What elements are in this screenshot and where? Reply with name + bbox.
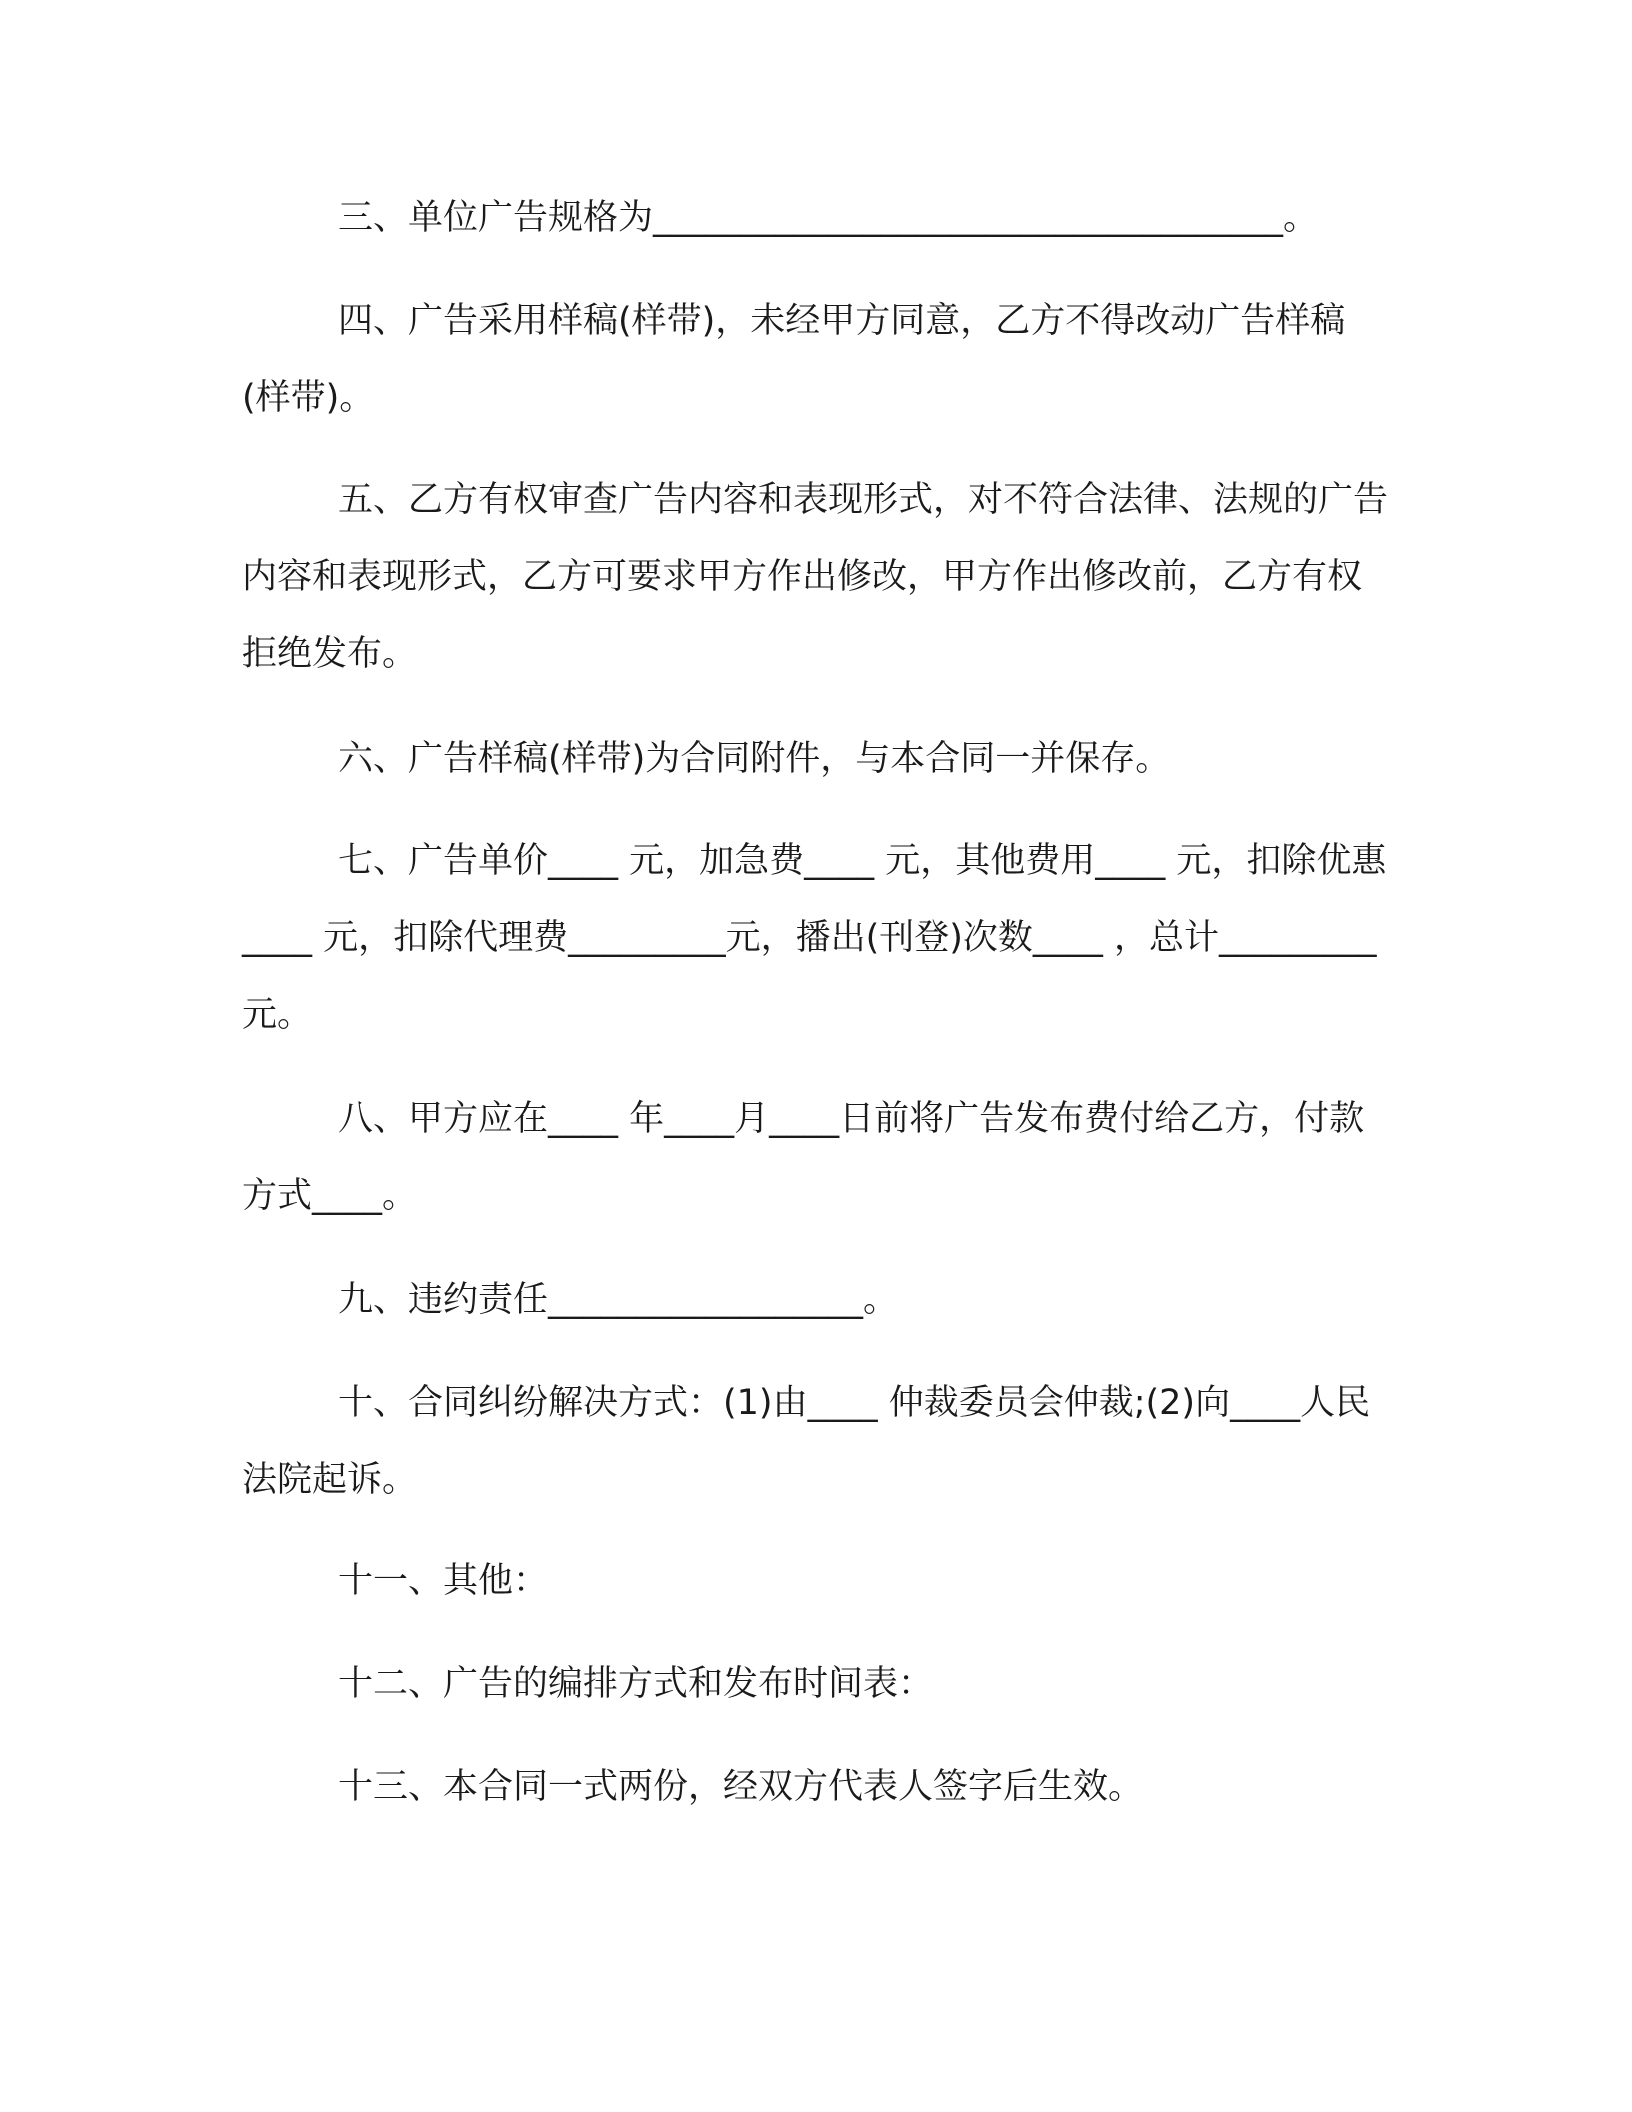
clause-4: 四、广告采用样稿(样带)，未经甲方同意，乙方不得改动广告样稿(样带)。 xyxy=(242,301,1346,418)
clause-6: 六、广告样稿(样带)为合同附件，与本合同一并保存。 xyxy=(338,739,1171,779)
clause-7: 七、广告单价____ 元，加急费____ 元，其他费用____ 元，扣除优惠____ 元，扣除代理费_________元，播出(刊登)次数____ ，总计_________元。 xyxy=(242,841,1387,1035)
clause-13: 十三、本合同一式两份，经双方代表人签字后生效。 xyxy=(338,1767,1144,1807)
clause-12: 十二、广告的编排方式和发布时间表： xyxy=(338,1664,934,1704)
clause-8: 八、甲方应在____ 年____月____日前将广告发布费付给乙方，付款方式____。 xyxy=(242,1099,1365,1216)
clause-3: 三、单位广告规格为____________________________________。 xyxy=(338,198,1319,238)
clause-5: 五、乙方有权审查广告内容和表现形式，对不符合法律、法规的广告内容和表现形式，乙方可要求甲方作出修改，甲方作出修改前，乙方有权拒绝发布。 xyxy=(242,480,1389,674)
clause-11: 十一、其他： xyxy=(338,1561,549,1601)
clause-9: 九、违约责任__________________。 xyxy=(338,1280,899,1320)
clause-10: 十、合同纠纷解决方式：(1)由____ 仲裁委员会仲裁;(2)向____人民法院起诉。 xyxy=(242,1383,1371,1500)
